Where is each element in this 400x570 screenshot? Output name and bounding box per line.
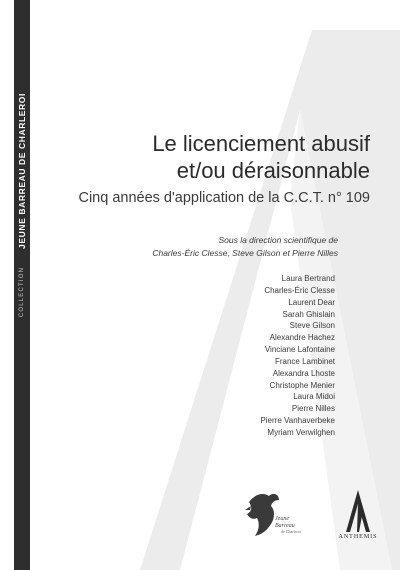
author-name: Myriam Verwilghen (267, 427, 335, 437)
collection-label (14, 262, 30, 322)
title-line-2: et/ou déraisonnable (176, 158, 370, 183)
collection-label-text: COLLECTION (19, 266, 25, 318)
author-name: Pierre Vanhaverbeke (260, 416, 335, 426)
author-name: Laura Midoi (293, 392, 335, 402)
title-line-1: Le licenciement abusif (152, 131, 370, 156)
author-name: Laurent Dear (288, 297, 335, 307)
jeune-barreau-logo-lettering: Jeune (275, 516, 289, 522)
author-list (155, 273, 335, 439)
scientific-direction (58, 234, 338, 260)
author-name: Alexandra Lhoste (272, 368, 335, 378)
book-title (50, 130, 370, 184)
jeune-barreau-logo (245, 488, 317, 540)
svg-text:Barreau: Barreau (275, 523, 295, 529)
author-name: Alexandre Hachez (269, 333, 335, 343)
author-name: France Lambinet (274, 356, 335, 366)
author-name: Pierre Nilles (291, 404, 335, 414)
book-subtitle: Cinq années d'application de la C.C.T. n° 109 (78, 190, 370, 206)
author-name: Christophe Menier (269, 380, 335, 390)
publisher-name: ANTHEMIS (338, 534, 378, 540)
author-name: Vinciane Lafontaine (264, 345, 335, 355)
author-name: Sarah Ghislain (282, 309, 335, 319)
author-name: Steve Gilson (289, 321, 335, 331)
series-name-text: JEUNE BARREAU DE CHARLEROI (17, 93, 27, 249)
author-name: Laura Bertrand (281, 274, 335, 283)
author-name: Charles-Éric Clesse (264, 285, 335, 295)
direction-line-1: Sous la direction scientifique de (218, 235, 338, 245)
svg-text:de Charleroi: de Charleroi (281, 529, 301, 534)
series-name (14, 93, 30, 249)
direction-line-2: Charles-Éric Clesse, Steve Gilson et Pierre Nilles (152, 248, 338, 258)
